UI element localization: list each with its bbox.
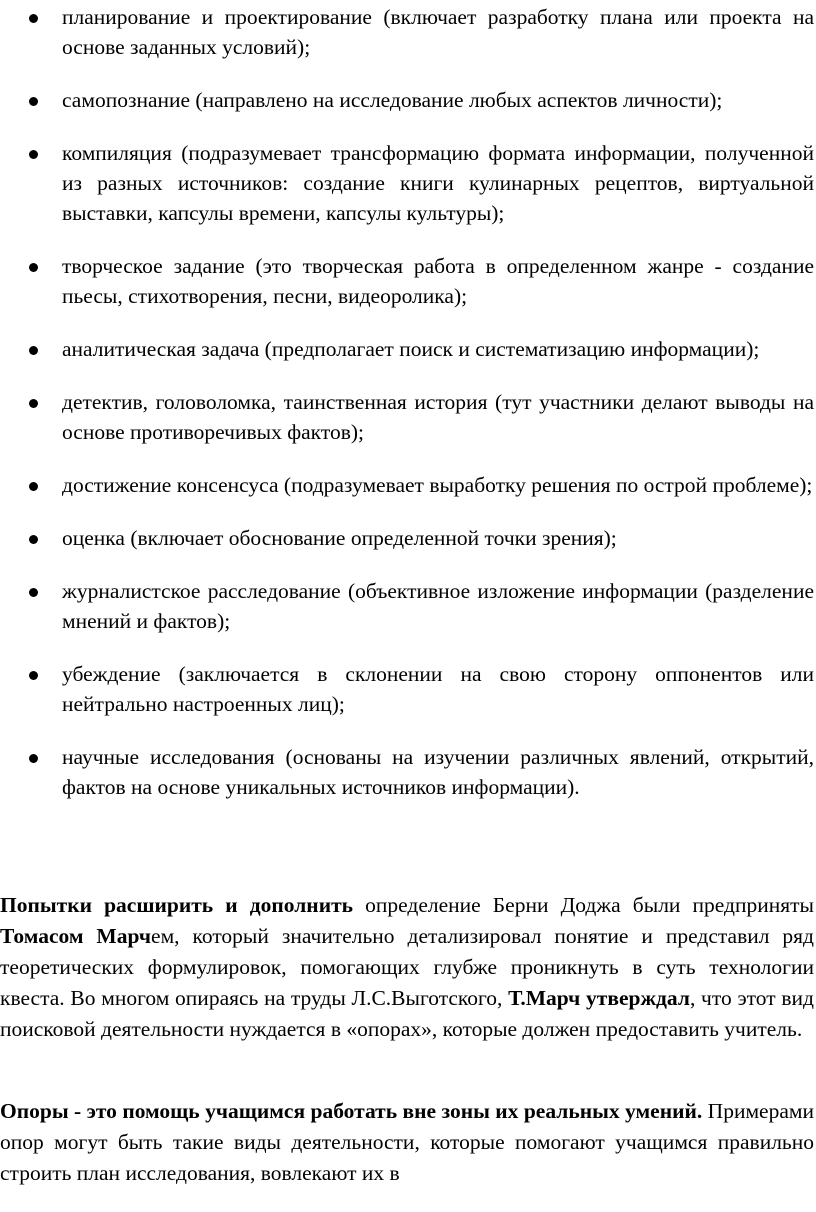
- paragraph-supports: Опоры - это помощь учащимся работать вне зоны их реальных умений. Примерами опор могут быть такие виды деятельности, которые помогают учащимся правильно строить план исследования, вовлекают их в: [0, 1099, 814, 1185]
- bullet-icon: [29, 588, 38, 597]
- list-item: самопознание (направлено на исследование любых аспектов личности);: [0, 85, 814, 115]
- list-item: планирование и проектирование (включает разработку плана или проекта на основе заданных условий);: [0, 2, 814, 62]
- list-item: аналитическая задача (предполагает поиск и систематизацию информации);: [0, 334, 814, 364]
- bullet-icon: [29, 346, 38, 355]
- paragraph-march: Попытки расширить и дополнить определение Берни Доджа были предприняты Томасом Марчем, который значительно детализировал понятие и представил ряд теоретических формулировок, помогающих глубже проникнуть в суть технологии квеста. Во многом опираясь на труды Л.С.Выготского, Т.Марч утверждал, что этот вид поисковой деятельности нуждается в «опорах», которые должен предоставить учитель.: [0, 893, 814, 1041]
- list-item: журналистское расследование (объективное изложение информации (разделение мнений и фактов);: [0, 576, 814, 636]
- bullet-icon: [29, 14, 38, 23]
- bullet-icon: [29, 535, 38, 544]
- bullet-icon: [29, 97, 38, 106]
- list-item: убеждение (заключается в склонении на свою сторону оппонентов или нейтрально настроенных лиц);: [0, 659, 814, 719]
- list-item: детектив, головоломка, таинственная история (тут участники делают выводы на основе противоречивых фактов);: [0, 387, 814, 447]
- list-item: научные исследования (основаны на изучении различных явлений, открытий, фактов на основе уникальных источников информации).: [0, 742, 814, 802]
- bullet-icon: [29, 482, 38, 491]
- list-item: компиляция (подразумевает трансформацию формата информации, полученной из разных источников: создание книги кулинарных рецептов, виртуальной выставки, капсулы времени, капсулы культуры);: [0, 138, 814, 228]
- list-item: оценка (включает обоснование определенной точки зрения);: [0, 523, 814, 553]
- bullet-icon: [29, 150, 38, 159]
- bullet-list: [0, 2, 814, 825]
- list-item: достижение консенсуса (подразумевает выработку решения по острой проблеме);: [0, 470, 814, 500]
- bullet-icon: [29, 399, 38, 408]
- bullet-icon: [29, 671, 38, 680]
- list-item: творческое задание (это творческая работа в определенном жанре - создание пьесы, стихотворения, песни, видеоролика);: [0, 251, 814, 311]
- bullet-icon: [29, 754, 38, 763]
- bullet-icon: [29, 263, 38, 272]
